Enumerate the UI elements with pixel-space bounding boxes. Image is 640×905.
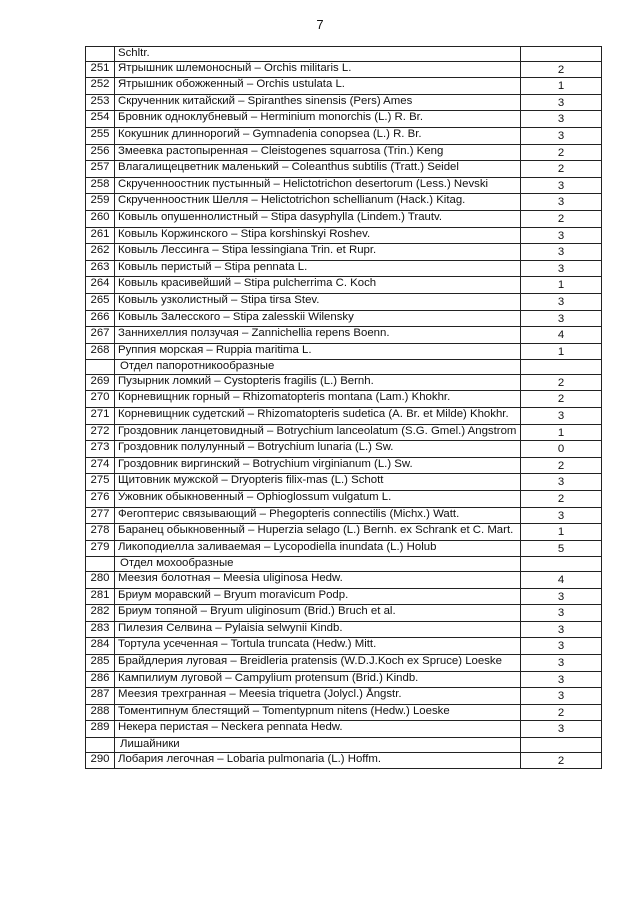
row-number: 269 (86, 374, 115, 391)
category-value: 3 (521, 244, 602, 261)
row-number: 265 (86, 293, 115, 310)
row-number (86, 557, 115, 572)
row-number: 280 (86, 572, 115, 589)
table-row (86, 47, 602, 62)
species-name: Гроздовник полулунный – Botrychium lunaria (L.) Sw. (115, 441, 521, 458)
species-name: Ятрышник обожженный – Orchis ustulata L. (115, 78, 521, 95)
category-value: 2 (521, 144, 602, 161)
species-name: Тортула усеченная – Tortula truncata (Hedw.) Mitt. (115, 638, 521, 655)
category-value: 3 (521, 111, 602, 128)
page-number: 7 (316, 17, 324, 32)
section-row (86, 557, 602, 572)
row-number: 283 (86, 621, 115, 638)
category-value (521, 47, 602, 62)
row-number: 276 (86, 491, 115, 508)
category-value: 3 (521, 127, 602, 144)
category-value: 2 (521, 61, 602, 78)
row-number: 279 (86, 540, 115, 557)
row-number: 257 (86, 161, 115, 178)
row-number: 258 (86, 177, 115, 194)
species-name: Ятрышник шлемоносный – Orchis militaris L. (115, 61, 521, 78)
row-number: 275 (86, 474, 115, 491)
category-value: 2 (521, 752, 602, 769)
category-value: 0 (521, 441, 602, 458)
category-value: 3 (521, 310, 602, 327)
table-row (86, 491, 602, 508)
table-row (86, 391, 602, 408)
category-value: 1 (521, 343, 602, 360)
category-value: 1 (521, 78, 602, 95)
table-row (86, 704, 602, 721)
species-name: Ковыль красивейший – Stipa pulcherrima C. Koch (115, 277, 521, 294)
row-number: 268 (86, 343, 115, 360)
table-row (86, 671, 602, 688)
species-name: Ковыль Лессинга – Stipa lessingiana Trin. et Rupr. (115, 244, 521, 261)
species-name: Бриум моравский – Bryum moravicum Podp. (115, 588, 521, 605)
table-row (86, 177, 602, 194)
row-number: 286 (86, 671, 115, 688)
category-value: 3 (521, 621, 602, 638)
row-number: 264 (86, 277, 115, 294)
species-name: Меезия трехгранная – Meesia triquetra (Jolycl.) Ångstr. (115, 688, 521, 705)
row-number: 273 (86, 441, 115, 458)
species-name: Бриум топяной – Bryum uliginosum (Brid.) Bruch et al. (115, 605, 521, 622)
row-number: 260 (86, 210, 115, 227)
row-number: 284 (86, 638, 115, 655)
table-row (86, 111, 602, 128)
table-row (86, 343, 602, 360)
category-value: 1 (521, 524, 602, 541)
species-table (85, 46, 602, 769)
species-name: Пузырник ломкий – Cystopteris fragilis (L.) Bernh. (115, 374, 521, 391)
table-row (86, 605, 602, 622)
table-row (86, 78, 602, 95)
category-value: 3 (521, 94, 602, 111)
row-number: 285 (86, 654, 115, 671)
category-value: 2 (521, 457, 602, 474)
table-row (86, 194, 602, 211)
category-value: 2 (521, 704, 602, 721)
table-row (86, 327, 602, 344)
row-number: 288 (86, 704, 115, 721)
species-name: Корневищник горный – Rhizomatopteris montana (Lam.) Khokhr. (115, 391, 521, 408)
row-number (86, 47, 115, 62)
row-number: 278 (86, 524, 115, 541)
species-name: Щитовник мужской – Dryopteris filix-mas (L.) Schott (115, 474, 521, 491)
table-row (86, 310, 602, 327)
table-row (86, 474, 602, 491)
row-number: 253 (86, 94, 115, 111)
category-value: 3 (521, 408, 602, 425)
species-name: Ковыль Залесского – Stipa zalesskii Wilensky (115, 310, 521, 327)
row-number: 282 (86, 605, 115, 622)
category-value: 3 (521, 671, 602, 688)
category-value (521, 360, 602, 375)
category-value: 3 (521, 588, 602, 605)
row-number: 287 (86, 688, 115, 705)
row-number: 289 (86, 721, 115, 738)
table-row (86, 654, 602, 671)
species-name: Кокушник длиннорогий – Gymnadenia conopsea (L.) R. Br. (115, 127, 521, 144)
table-row (86, 293, 602, 310)
category-value: 2 (521, 391, 602, 408)
row-number: 255 (86, 127, 115, 144)
row-number (86, 737, 115, 752)
species-name: Гроздовник ланцетовидный – Botrychium lanceolatum (S.G. Gmel.) Angstrom (115, 424, 521, 441)
table-row (86, 161, 602, 178)
row-number: 290 (86, 752, 115, 769)
row-number (86, 360, 115, 375)
species-name: Лобария легочная – Lobaria pulmonaria (L.) Hoffm. (115, 752, 521, 769)
row-number: 259 (86, 194, 115, 211)
row-number: 274 (86, 457, 115, 474)
category-value: 3 (521, 721, 602, 738)
species-name: Корневищник судетский – Rhizomatopteris sudetica (A. Br. et Milde) Khokhr. (115, 408, 521, 425)
species-name: Руппия морская – Ruppia maritima L. (115, 343, 521, 360)
species-name: Пилезия Селвина – Pylaisia selwynii Kindb. (115, 621, 521, 638)
table-row (86, 227, 602, 244)
category-value: 1 (521, 424, 602, 441)
category-value: 3 (521, 688, 602, 705)
row-number: 251 (86, 61, 115, 78)
table-row (86, 588, 602, 605)
row-number: 252 (86, 78, 115, 95)
species-name: Скрученноостник пустынный – Helictotrichon desertorum (Less.) Nevski (115, 177, 521, 194)
row-number: 263 (86, 260, 115, 277)
species-name: Влагалищецветник маленький – Coleanthus subtilis (Tratt.) Seidel (115, 161, 521, 178)
row-number: 271 (86, 408, 115, 425)
row-number: 277 (86, 507, 115, 524)
table-row (86, 260, 602, 277)
row-number: 272 (86, 424, 115, 441)
species-name: Ковыль опушеннолистный – Stipa dasyphylla (Lindem.) Trautv. (115, 210, 521, 227)
category-value: 3 (521, 293, 602, 310)
category-value: 2 (521, 210, 602, 227)
species-name: Отдел папоротникообразные (115, 360, 521, 375)
category-value: 3 (521, 638, 602, 655)
species-name: Баранец обыкновенный – Huperzia selago (L.) Bernh. ex Schrank et C. Mart. (115, 524, 521, 541)
table-row (86, 457, 602, 474)
species-name: Томентипнум блестящий – Tomentypnum nitens (Hedw.) Loeske (115, 704, 521, 721)
row-number: 254 (86, 111, 115, 128)
row-number: 256 (86, 144, 115, 161)
table-row (86, 638, 602, 655)
species-name: Ликоподиелла заливаемая – Lycopodiella inundata (L.) Holub (115, 540, 521, 557)
species-name: Меезия болотная – Meesia uliginosa Hedw. (115, 572, 521, 589)
category-value: 4 (521, 327, 602, 344)
section-row (86, 737, 602, 752)
row-number: 267 (86, 327, 115, 344)
species-name: Гроздовник виргинский – Botrychium virginianum (L.) Sw. (115, 457, 521, 474)
species-name: Скрученник китайский – Spiranthes sinensis (Pers) Ames (115, 94, 521, 111)
category-value: 5 (521, 540, 602, 557)
species-name: Ковыль узколистный – Stipa tirsa Stev. (115, 293, 521, 310)
row-number: 281 (86, 588, 115, 605)
table-row (86, 524, 602, 541)
table-row (86, 374, 602, 391)
table-row (86, 408, 602, 425)
species-name: Заннихеллия ползучая – Zannichellia repens Boenn. (115, 327, 521, 344)
category-value: 2 (521, 161, 602, 178)
category-value: 3 (521, 507, 602, 524)
species-name: Ужовник обыкновенный – Ophioglossum vulgatum L. (115, 491, 521, 508)
species-name: Ковыль Коржинского – Stipa korshinskyi Roshev. (115, 227, 521, 244)
table-row (86, 507, 602, 524)
species-name: Бровник одноклубневый – Herminium monorchis (L.) R. Br. (115, 111, 521, 128)
species-name: Скрученноостник Шелля – Helictotrichon schellianum (Hack.) Kitag. (115, 194, 521, 211)
species-name: Фегоптерис связывающий – Phegopteris connectilis (Michx.) Watt. (115, 507, 521, 524)
table-row (86, 61, 602, 78)
table-row (86, 721, 602, 738)
row-number: 262 (86, 244, 115, 261)
species-name: Ковыль перистый – Stipa pennata L. (115, 260, 521, 277)
category-value: 1 (521, 277, 602, 294)
table-row (86, 277, 602, 294)
species-name: Брайдлерия луговая – Breidleria pratensis (W.D.J.Koch ex Spruce) Loeske (115, 654, 521, 671)
row-number: 270 (86, 391, 115, 408)
category-value (521, 737, 602, 752)
category-value: 3 (521, 177, 602, 194)
table-row (86, 752, 602, 769)
category-value: 3 (521, 194, 602, 211)
species-name: Лишайники (115, 737, 521, 752)
table-row (86, 621, 602, 638)
category-value: 3 (521, 474, 602, 491)
table-row (86, 540, 602, 557)
section-row (86, 360, 602, 375)
table-row (86, 244, 602, 261)
species-name: Змеевка растопыренная – Cleistogenes squarrosa (Trin.) Keng (115, 144, 521, 161)
species-name: Кампилиум луговой – Campylium protensum (Brid.) Kindb. (115, 671, 521, 688)
category-value: 2 (521, 491, 602, 508)
category-value: 3 (521, 260, 602, 277)
category-value: 3 (521, 227, 602, 244)
species-name: Schltr. (115, 47, 521, 62)
species-name: Некера перистая – Neckera pennata Hedw. (115, 721, 521, 738)
table-row (86, 144, 602, 161)
species-name: Отдел мохообразные (115, 557, 521, 572)
category-value: 2 (521, 374, 602, 391)
table-row (86, 441, 602, 458)
table-row (86, 210, 602, 227)
table-row (86, 127, 602, 144)
table-row (86, 688, 602, 705)
table-row (86, 94, 602, 111)
row-number: 261 (86, 227, 115, 244)
table-row (86, 572, 602, 589)
row-number: 266 (86, 310, 115, 327)
category-value: 3 (521, 605, 602, 622)
table-row (86, 424, 602, 441)
category-value: 4 (521, 572, 602, 589)
category-value (521, 557, 602, 572)
category-value: 3 (521, 654, 602, 671)
